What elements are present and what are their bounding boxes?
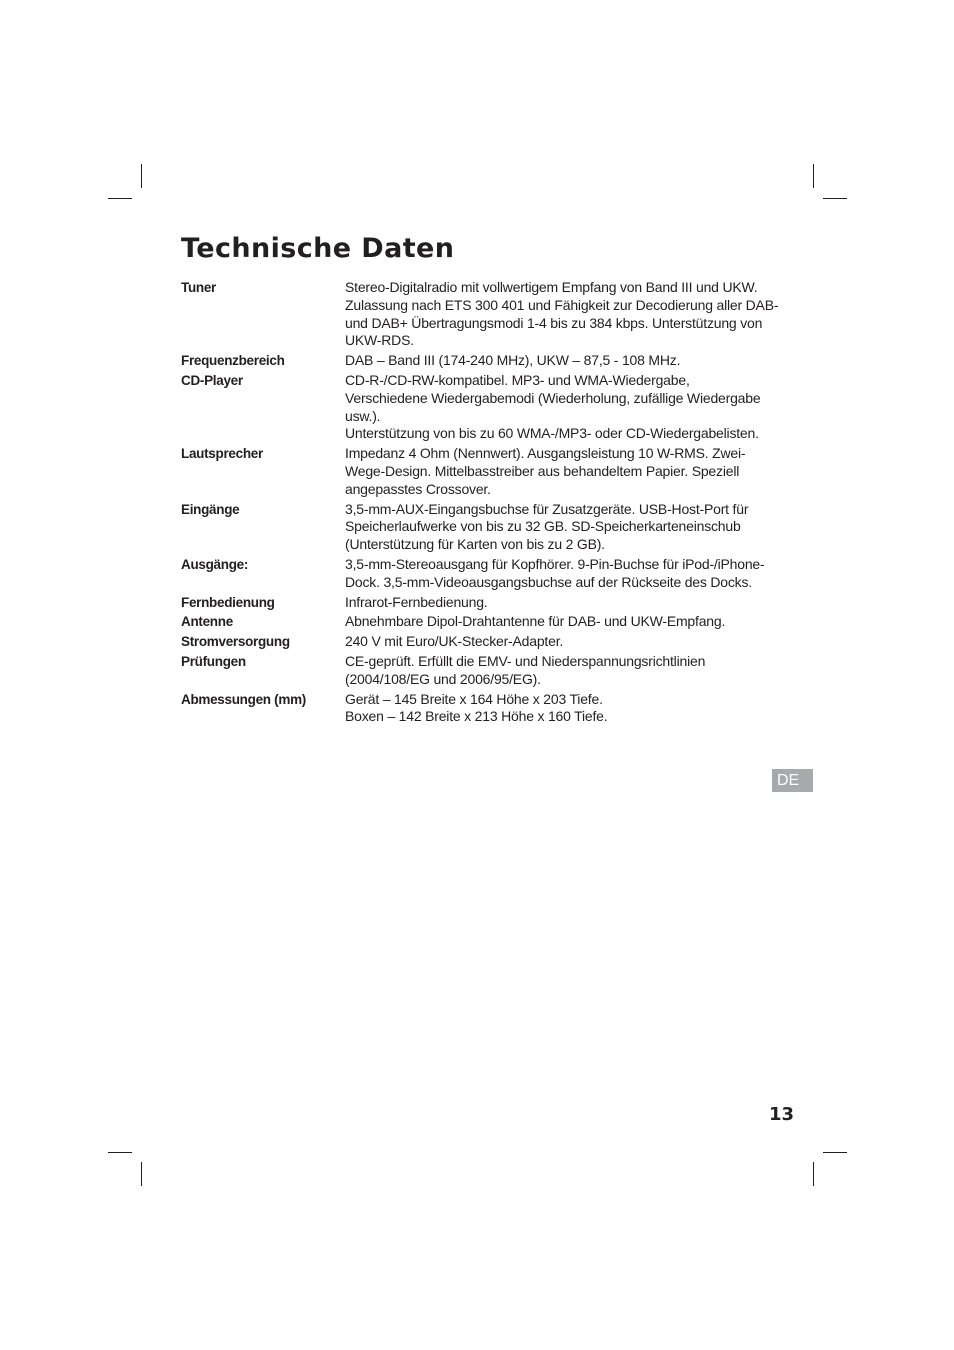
spec-value <box>345 653 781 689</box>
spec-label: Tuner <box>181 280 216 295</box>
spec-value <box>345 594 781 612</box>
spec-label: CD-Player <box>181 372 243 388</box>
spec-value-line: CE-geprüft. Erfüllt die EMV- und Niederspannungsrichtlinien <box>345 652 706 669</box>
crop-mark-top-right-vertical <box>813 164 814 188</box>
spec-value-line: und DAB+ Übertragungsmodi 1-4 bis zu 384 kbps. Unterstützung von <box>345 314 763 331</box>
crop-mark-bottom-left-horizontal <box>108 1152 132 1153</box>
spec-value <box>345 372 781 443</box>
spec-value-line: (Unterstützung für Karten von bis zu 2 GB). <box>345 536 605 553</box>
spec-value-line: 240 V mit Euro/UK-Stecker-Adapter. <box>345 633 564 650</box>
spec-row <box>181 372 781 443</box>
spec-value-line: Gerät – 145 Breite x 164 Höhe x 203 Tiefe. <box>345 690 603 707</box>
spec-label: Frequenzbereich <box>181 353 285 369</box>
spec-value-line: Speicherlaufwerke von bis zu 32 GB. SD-Speicherkarteneinschub <box>345 518 741 535</box>
spec-table <box>181 279 781 728</box>
spec-value-line: CD-R-/CD-RW-kompatibel. MP3- und WMA-Wiedergabe, <box>345 371 690 388</box>
crop-mark-top-left-horizontal <box>108 198 132 199</box>
spec-value <box>345 279 781 350</box>
spec-row <box>181 653 781 689</box>
spec-label: Ausgänge: <box>181 556 249 572</box>
crop-mark-bottom-right-vertical <box>813 1162 814 1186</box>
spec-label: Lautsprecher <box>181 446 263 462</box>
crop-mark-bottom-right-horizontal <box>823 1152 847 1153</box>
spec-value-line: Unterstützung von bis zu 60 WMA-/MP3- oder CD-Wiedergabelisten. <box>345 425 759 442</box>
spec-value-line: Verschiedene Wiedergabemodi (Wiederholung, zufällige Wiedergabe <box>345 389 761 406</box>
spec-value-line: UKW-RDS. <box>345 332 414 349</box>
crop-mark-top-left-vertical <box>141 164 142 188</box>
spec-value <box>345 556 781 592</box>
spec-label: Abmessungen (mm) <box>181 691 306 707</box>
spec-value-line: 3,5-mm-Stereoausgang für Kopfhörer. 9-Pin-Buchse für iPod-/iPhone- <box>345 555 765 572</box>
crop-mark-bottom-left-vertical <box>141 1162 142 1186</box>
spec-value-line: Impedanz 4 Ohm (Nennwert). Ausgangsleistung 10 W-RMS. Zwei- <box>345 445 746 462</box>
spec-row <box>181 613 781 631</box>
page-title: Technische Daten <box>181 233 455 264</box>
spec-value <box>345 501 781 554</box>
spec-value <box>345 352 781 370</box>
spec-row <box>181 691 781 727</box>
spec-value-line: (2004/108/EG und 2006/95/EG). <box>345 670 541 687</box>
spec-row <box>181 594 781 612</box>
spec-label: Stromversorgung <box>181 634 290 650</box>
spec-label: Eingänge <box>181 501 240 517</box>
spec-value-line: Wege-Design. Mittelbasstreiber aus behandeltem Papier. Speziell <box>345 462 740 479</box>
spec-value-line: 3,5-mm-AUX-Eingangsbuchse für Zusatzgeräte. USB-Host-Port für <box>345 500 749 517</box>
spec-value <box>345 613 781 631</box>
crop-mark-top-right-horizontal <box>823 198 847 199</box>
spec-row <box>181 633 781 651</box>
spec-row <box>181 445 781 498</box>
spec-row <box>181 279 781 350</box>
spec-value-line: DAB – Band III (174-240 MHz), UKW – 87,5 - 108 MHz. <box>345 352 681 369</box>
spec-value <box>345 633 781 651</box>
spec-value-line: angepasstes Crossover. <box>345 480 491 497</box>
spec-value-line: Dock. 3,5-mm-Videoausgangsbuchse auf der Rückseite des Docks. <box>345 573 752 590</box>
spec-value-line: Abnehmbare Dipol-Drahtantenne für DAB- und UKW-Empfang. <box>345 613 726 630</box>
spec-value-line: usw.). <box>345 407 381 424</box>
spec-label: Fernbedienung <box>181 594 275 610</box>
spec-value <box>345 691 781 727</box>
spec-value-line: Stereo-Digitalradio mit vollwertigem Empfang von Band III und UKW. <box>345 279 758 295</box>
spec-label: Prüfungen <box>181 653 246 669</box>
spec-value-line: Zulassung nach ETS 300 401 und Fähigkeit zur Decodierung aller DAB- <box>345 296 779 313</box>
spec-row <box>181 501 781 554</box>
spec-label: Antenne <box>181 614 233 630</box>
spec-row <box>181 556 781 592</box>
spec-value-line: Boxen – 142 Breite x 213 Höhe x 160 Tiefe. <box>345 708 608 725</box>
page-number: 13 <box>769 1104 795 1125</box>
language-badge: DE <box>772 769 813 792</box>
spec-row <box>181 352 781 370</box>
spec-value <box>345 445 781 498</box>
spec-value-line: Infrarot-Fernbedienung. <box>345 593 488 610</box>
